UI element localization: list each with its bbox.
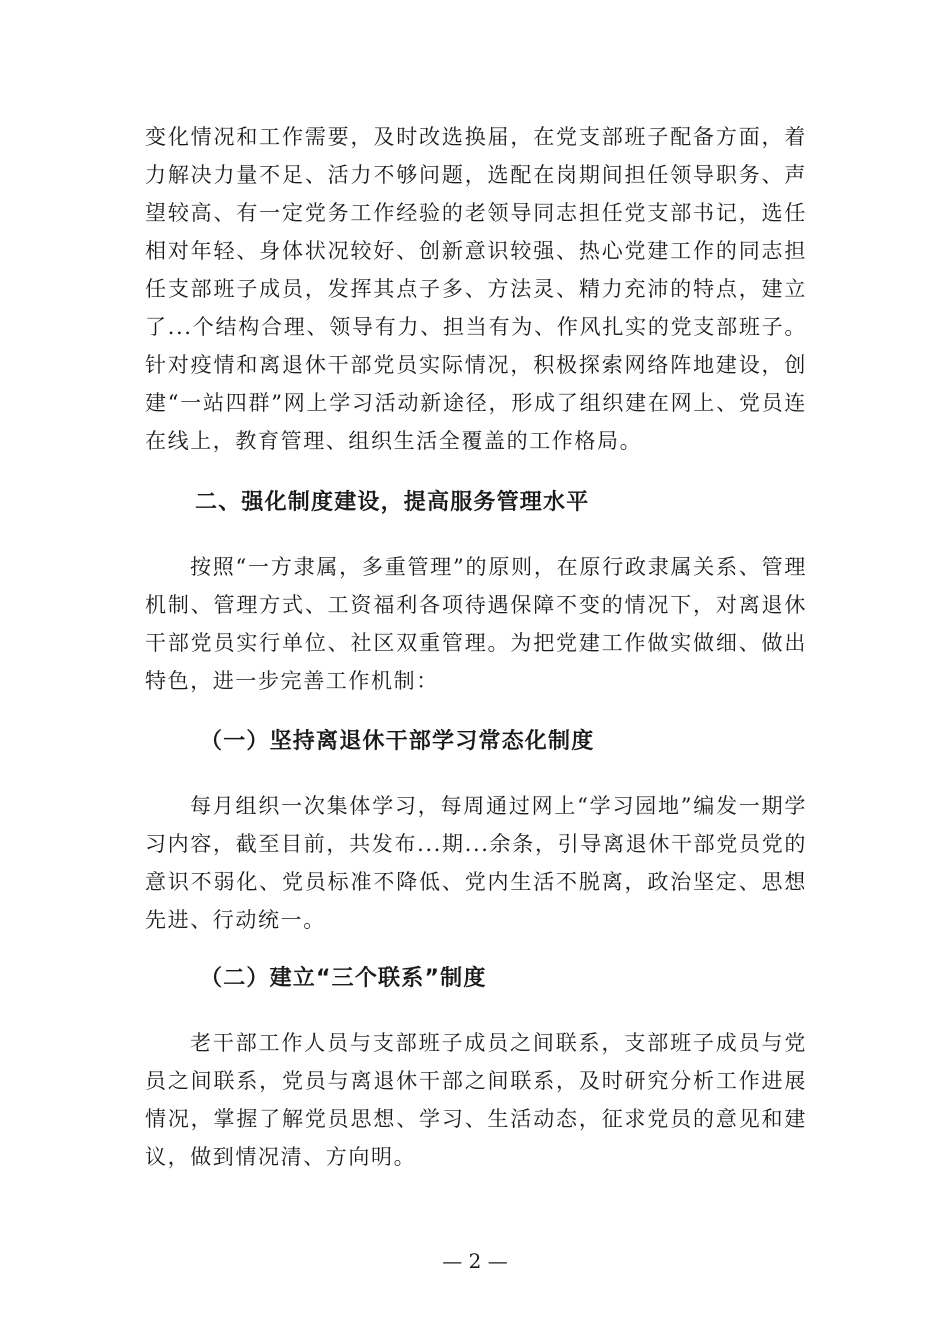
body-paragraph-3: 每月组织一次集体学习，每周通过网上“学习园地”编发一期学习内容，截至目前，共发布...期...余条，引导离退休干部党员党的意识不弱化、党员标准不降低、党内生活不脱离，政治坚定、思想先进、行动统一。 <box>145 794 807 932</box>
subsection-heading-1: （一）坚持离退休干部学习常态化制度 <box>200 729 595 754</box>
subsection-heading-2: （二）建立“三个联系”制度 <box>200 966 487 991</box>
body-paragraph-1: 变化情况和工作需要，及时改选换届，在党支部班子配备方面，着力解决力量不足、活力不够问题，选配在岗期间担任领导职务、声望较高、有一定党务工作经验的老领导同志担任党支部书记，选任相对年轻、身体状况较好、创新意识较强、热心党建工作的同志担任支部班子成员，发挥其点子多、方法灵、精力充沛的特点，建立了...个结构合理、领导有力、担当有为、作风扎实的党支部班子。针对疫情和离退休干部党员实际情况，积极探索网络阵地建设，创建“一站四群”网上学习活动新途径，形成了组织建在网上、党员连在线上，教育管理、组织生活全覆盖的工作格局。 <box>145 125 807 453</box>
section-heading-2: 二、强化制度建设，提高服务管理水平 <box>195 490 590 515</box>
body-paragraph-2: 按照“一方隶属，多重管理”的原则，在原行政隶属关系、管理机制、管理方式、工资福利各项待遇保障不变的情况下，对离退休干部党员实行单位、社区双重管理。为把党建工作做实做细、做出特色，进一步完善工作机制： <box>145 555 807 693</box>
page-number: — 2 — <box>442 1249 508 1273</box>
body-paragraph-4: 老干部工作人员与支部班子成员之间联系，支部班子成员与党员之间联系，党员与离退休干部之间联系，及时研究分析工作进展情况，掌握了解党员思想、学习、生活动态，征求党员的意见和建议，做到情况清、方向明。 <box>145 1031 807 1169</box>
